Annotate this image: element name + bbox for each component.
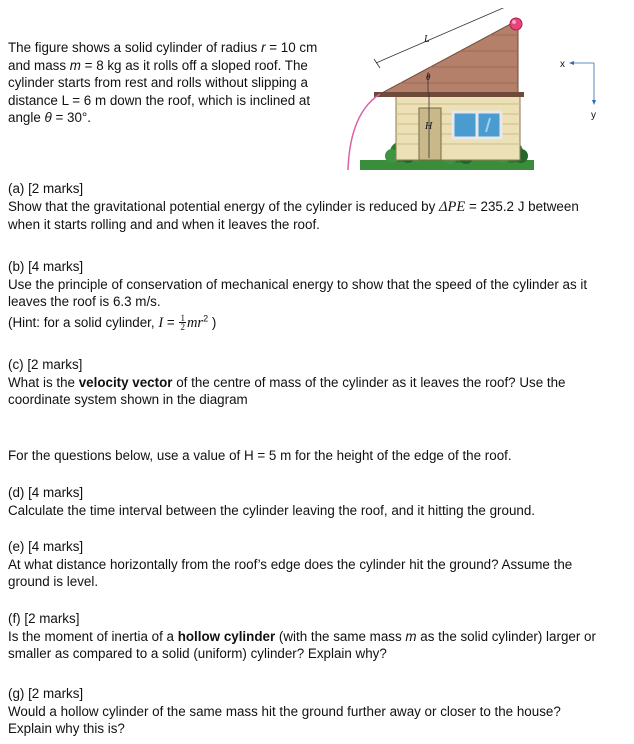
hint-text: ) (208, 314, 217, 330)
question-c-text: coordinate system shown in the diagram (8, 392, 248, 407)
intro-paragraph (8, 39, 328, 127)
velocity-vector-emphasis: velocity vector (78, 374, 173, 390)
question-f-text-part: as the solid cylinder) larger or (416, 628, 596, 644)
question-c-text-part: of the centre of mass of the cylinder as it leaves the roof? Use the (172, 374, 566, 390)
var-mr: mr (186, 314, 204, 331)
equals-sign: = (163, 314, 179, 330)
question-b-text: leaves the roof is 6.3 m/s. (8, 294, 161, 309)
var-I: I (158, 314, 164, 331)
theta-label: θ (426, 72, 431, 82)
question-d-heading: (d) [4 marks] (8, 485, 84, 500)
question-e-text: At what distance horizontally from the roof’s edge does the cylinder hit the ground? Assume the (8, 556, 573, 572)
intro-text: = 30°. (51, 110, 91, 125)
intro-text: cylinder starts from rest and rolls without slipping a (8, 75, 308, 90)
length-label: L (424, 34, 430, 45)
height-note-text: For the questions below, use a value of H = 5 m for the height of the edge of the roof. (8, 448, 512, 463)
question-c (8, 356, 618, 409)
exponent: 2 (203, 313, 209, 324)
fraction-one-half (179, 314, 186, 331)
question-g-text: Explain why this is? (8, 721, 125, 736)
question-a (8, 180, 618, 234)
question-a-text-part: Show that the gravitational potential energy of the cylinder is reduced by (8, 198, 439, 214)
cylinder-ball (510, 18, 522, 30)
question-c-heading: (c) [2 marks] (8, 357, 83, 372)
question-b-text: Use the principle of conservation of mechanical energy to show that the speed of the cylinder as it (8, 276, 588, 292)
question-g-heading: (g) [2 marks] (8, 686, 84, 701)
var-theta: θ (44, 110, 52, 125)
question-f-text: smaller as compared to a solid (uniform) cylinder? Explain why? (8, 646, 387, 661)
fraction-denominator: 2 (180, 322, 185, 333)
hollow-cylinder-emphasis: hollow cylinder (177, 628, 276, 644)
intro-text: = 10 cm (265, 40, 318, 55)
intro-text: distance L = 6 m down the roof, which is inclined at (8, 92, 311, 108)
delta-pe-symbol: ΔPE (439, 198, 466, 215)
question-b-heading: (b) [4 marks] (8, 259, 84, 274)
intro-text: = 8 kg as it rolls off a sloped roof. The (80, 57, 308, 73)
intro-text: and mass (8, 57, 70, 73)
question-e-text: ground is level. (8, 574, 99, 589)
question-d-text: Calculate the time interval between the cylinder leaving the roof, and it hitting the ground. (8, 502, 536, 518)
question-a-heading: (a) [2 marks] (8, 181, 84, 196)
var-m: m (405, 628, 417, 644)
question-d (8, 484, 618, 519)
question-b (8, 258, 618, 332)
fraction-numerator: 1 (180, 313, 185, 324)
question-a-text: when it starts rolling and and when it leaves the roof. (8, 217, 320, 232)
height-note (8, 447, 618, 465)
height-label: H (425, 121, 433, 132)
y-axis-label: y (591, 110, 596, 121)
roof-eave (374, 92, 524, 97)
question-f (8, 610, 618, 663)
x-axis-label: x (560, 59, 565, 70)
var-r: r (261, 40, 266, 55)
question-c-text-part: What is the (8, 374, 79, 390)
question-b-hint (8, 314, 618, 333)
question-g-text: Would a hollow cylinder of the same mass hit the ground further away or closer to the house? (8, 703, 561, 719)
question-f-text (8, 628, 618, 646)
question-f-text-part: Is the moment of inertia of a (8, 628, 178, 644)
question-e-heading: (e) [4 marks] (8, 539, 84, 554)
question-f-text-part: (with the same mass (275, 628, 406, 644)
question-g (8, 685, 618, 738)
intro-text: angle (8, 110, 45, 125)
question-e (8, 538, 618, 591)
door (419, 108, 441, 160)
question-c-text (8, 374, 618, 392)
question-a-text (8, 198, 618, 217)
question-f-heading: (f) [2 marks] (8, 611, 80, 626)
var-m: m (69, 57, 81, 73)
house-roof-diagram (340, 8, 620, 176)
intro-text: The figure shows a solid cylinder of radius (8, 40, 262, 55)
question-a-text-part: = 235.2 J between (465, 198, 579, 214)
trajectory-path (348, 94, 380, 170)
hint-text: (Hint: for a solid cylinder, (8, 314, 159, 330)
